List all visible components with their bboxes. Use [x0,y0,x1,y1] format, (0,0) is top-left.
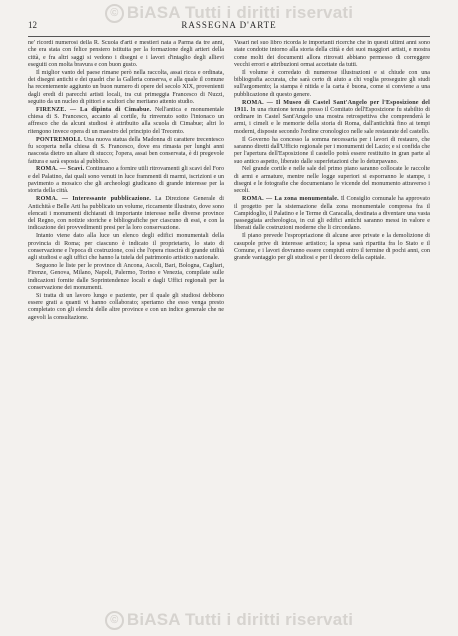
paragraph-text: Il miglior vanto del paese rimane però nella raccolta, assai ricca e ordinata, dei disegni antichi e dei quadri che la Galleria conserva, e alla quale il comune ha recentemente aggiunto un buon numero di opere del secolo XIX, provenienti dagli eredi di parecchi artisti locali, tra cui primeggia Francesco di Nuzzi, seguito da un nucleo di pittori e scultori che meritano attento studio. [28,69,224,105]
article-paragraph [28,293,224,322]
article-paragraph [234,40,430,69]
article-title: ROMA. — Il Museo di Castel Sant'Angelo per l'Esposizione del 1911. [234,99,430,113]
paragraph-text: In una riunione tenuta presso il Comitato dell'Esposizione fu stabilito di ordinare in Castel Sant'Angelo una mostra retrospettiva che comprenderà le armi, i cimeli e le memorie della storia di Roma, dall'antichità fino ai tempi moderni, disposte secondo l'ordine cronologico nelle sale restaurate del castello. [234,106,430,135]
copyright-icon: © [105,4,124,23]
paragraph-text: Il Governo ha concesso la somma necessaria per i lavori di restauro, che saranno diretti dall'Ufficio regionale per i monumenti del Lazio; e si confida che per l'apertura dell'Esposizione il castello potrà essere restituito in gran parte al suo antico aspetto, liberato dalle superfetazioni che lo deturpavano. [234,136,430,165]
paragraph-text: Il piano prevede l'espropriazione di alcune aree private e la demolizione di casupole prive di interesse artistico; la spesa sarà ripartita fra lo Stato e il Comune, e i lavori dovranno essere compiuti entro il termine di pochi anni, con grande vantaggio per gli studiosi e per il decoro della capitale. [234,233,430,262]
paragraph-text: Nel grande cortile e nelle sale del primo piano saranno collocate le raccolte di armi e armature, mentre nelle logge superiori si esporranno le stampe, i disegni e le fotografie che documentano le vicende del monumento attraverso i secoli. [234,166,430,195]
article-title: ROMA. — Interessante pubblicazione. [36,196,152,203]
article-paragraph [234,70,430,99]
article-paragraph [28,107,224,136]
article-paragraph [28,40,224,69]
paragraph-text: ne' ricordi numerosi della R. Scuola d'arti e mestieri nata a Parma da tre anni, che era stata con felice pensiero istituita per la formazione degli artieri della città, e fra altri saggi si vedono i disegni e i lavori d'intaglio degli allievi eseguiti con molta bravura e con buon gusto. [28,40,224,68]
article-paragraph [28,70,224,106]
watermark-bottom [0,610,458,630]
paragraph-text: Continuano a fornire utili ritrovamenti gli scavi del Foro e del Palatino, dai quali sono venuti in luce frammenti di marmi, iscrizioni e un pavimento a mosaico che gli archeologi giudicano di grande interesse per la storia della città. [28,166,224,195]
paragraph-text: Seguono le liste per le province di Ancona, Ascoli, Bari, Bologna, Cagliari, Firenze, Genova, Milano, Napoli, Palermo, Torino e Venezia, compilate sulle indicazioni fornite dalle Soprintendenze locali e dagli Uffici regionali per la conservazione dei monumenti. [28,263,224,291]
article-paragraph [28,166,224,195]
journal-title: RASSEGNA D'ARTE [181,20,277,30]
article-title: ROMA. — Scavi. [36,166,85,173]
paragraph-text: Nell'antica e monumentale chiesa di S. Francesco, accanto al cortile, fu rinvenuto sotto l'intonaco un affresco che da alcuni studiosi è attribuito alla scuola di Cimabue; altri lo ritengono invece opera di un maestro del principio del Trecento. [28,106,224,135]
article-title: ROMA. — La zona monumentale. [242,196,339,203]
article-title: PONTREMOLI. [36,136,83,143]
article-paragraph [28,263,224,292]
article-paragraph [234,137,430,166]
paragraph-text: Il Consiglio comunale ha approvato il progetto per la sistemazione della zona monumentale compresa fra il Campidoglio, il Palatino e le Terme di Caracalla, destinata a diventare una vasta passeggiata archeologica, in cui gli edifici antichi saranno messi in valore e liberati dalle costruzioni moderne che li circondano. [234,196,430,232]
paragraph-text: Vasari nel suo libro ricorda le importanti ricerche che in questi ultimi anni sono state condotte intorno alla storia della città e dei suoi maggiori artisti, e mostra come molti dei documenti allora ritrovati abbiano permesso di correggere vecchi errori e attribuzioni ormai accettate da tutti. [234,40,430,68]
article-paragraph [234,166,430,195]
article-title: FIRENZE. — La dipinta di Cimabue. [36,106,152,113]
paragraph-text: Intanto viene dato alla luce un elenco degli edifici monumentali della provincia di Roma; per ciascuno è indicato il proprietario, lo stato di conservazione e l'epoca di costruzione, così che l'opera riuscirà di grande utilità agli studiosi e agli uffici che hanno la tutela del patrimonio artistico nazionale. [28,233,224,262]
article-paragraph [234,100,430,136]
running-header [28,20,430,34]
article-paragraph [234,233,430,262]
header-rule [28,36,430,37]
paragraph-text: Il volume è corredato di numerose illustrazioni e si chiude con una bibliografia accurata, che sarà certo di aiuto a chi voglia proseguire gli studi sull'argomento; la stampa è nitida e la carta è buona, come si conviene a una pubblicazione di questo genere. [234,69,430,98]
article-paragraph [28,196,224,232]
paragraph-text: Si tratta di un lavoro lungo e paziente, per il quale gli studiosi debbono essere grati a quanti vi hanno collaborato; speriamo che esso venga presto completato con gli elenchi delle altre province e con un indice generale che ne agevoli la consultazione. [28,292,224,321]
article-paragraph [234,196,430,232]
article-paragraph [28,233,224,262]
article-paragraph [28,137,224,166]
page-number: 12 [28,20,37,30]
watermark-text: BiASA Tutti i diritti riservati [126,610,354,629]
right-column [234,40,430,612]
left-column [28,40,224,612]
watermark-text: BiASA Tutti i diritti riservati [126,3,354,22]
copyright-icon: © [105,611,124,630]
paragraph-text: Una nuova statua della Madonna di carattere trecentesco fu scoperta nella chiesa di S. Francesco, dove era rimasta per lunghi anni nascosta dietro un altare di stucco; l'opera, assai ben conservata, è di pregevole fattura e sarà esposta al pubblico. [28,136,224,165]
paragraph-text: La Direzione Generale di Antichità e Belle Arti ha pubblicato un volume, riccamente illustrato, dove sono elencati i monumenti dichiarati di importante interesse nelle diverse province del Regno, con notizie storiche e bibliografiche per ciascuno di essi, e con la indicazione dei provvedimenti presi per la loro conservazione. [28,196,224,232]
